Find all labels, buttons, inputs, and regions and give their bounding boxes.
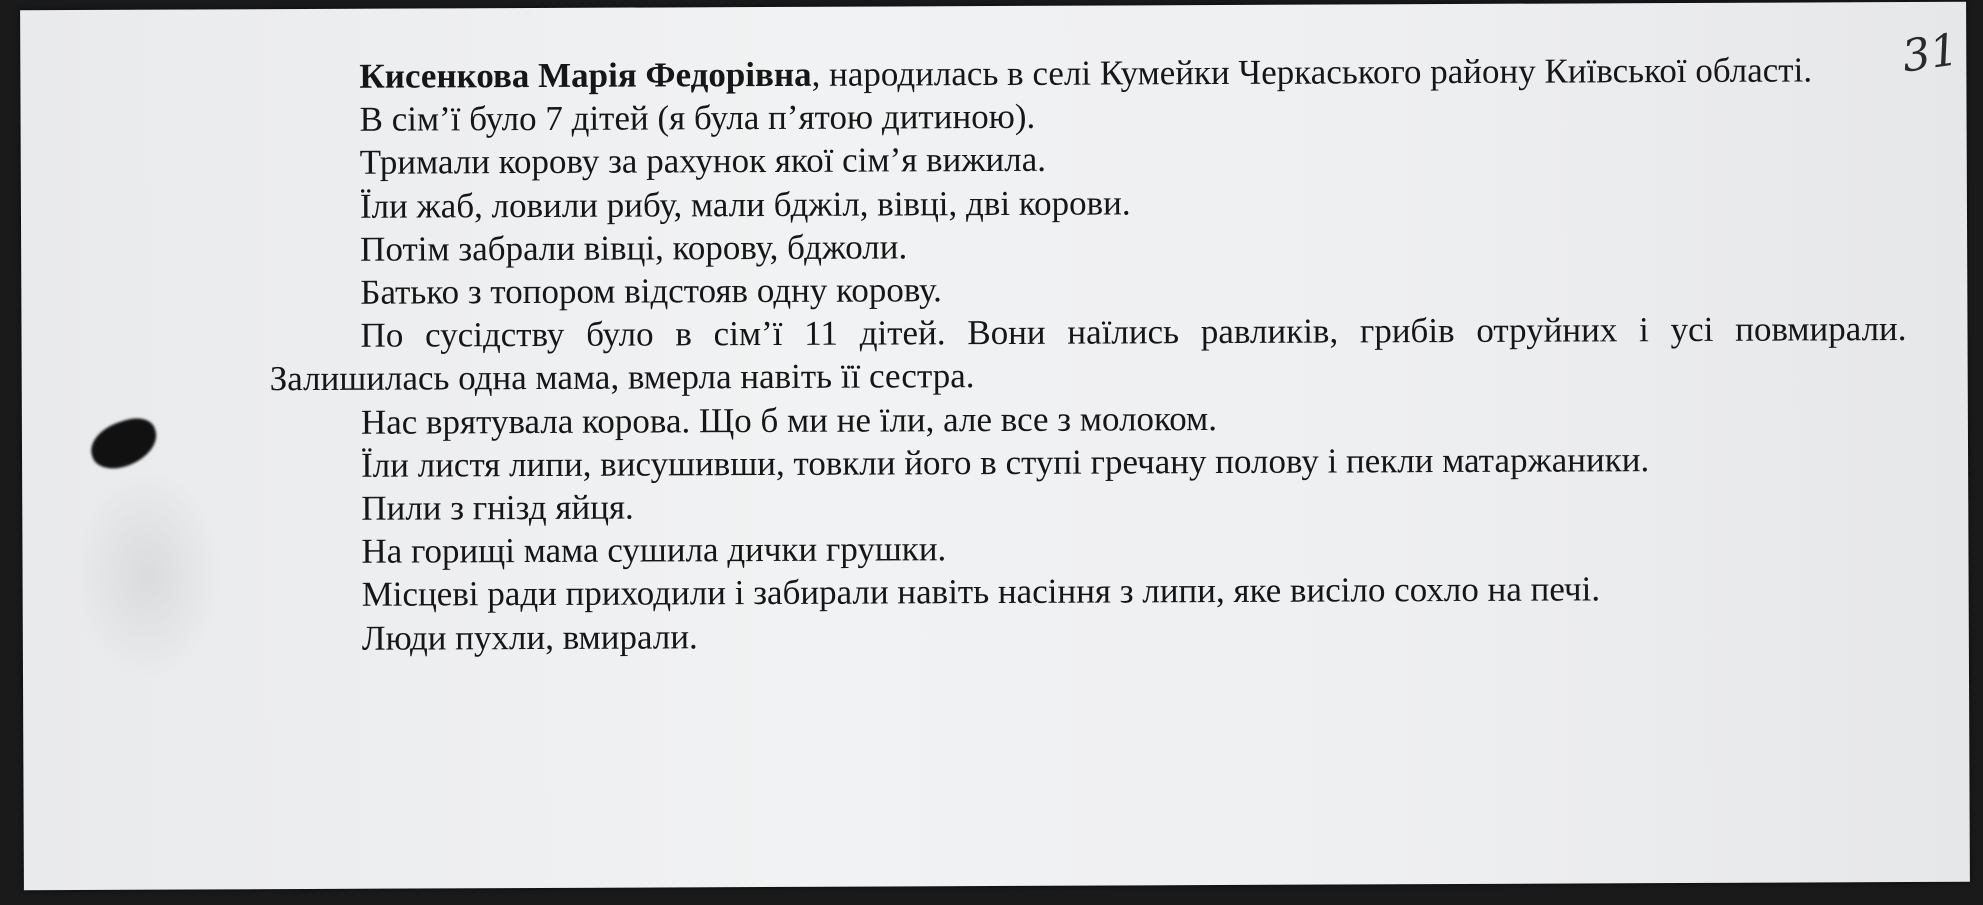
paragraph-intro	[268, 48, 1905, 98]
person-name: Кисенкова Марія Федорівна	[359, 54, 812, 96]
intro-rest: , народилась в селі Кумейки Черкаського району Київської області.	[811, 50, 1813, 94]
paragraph: Нас врятувала корова. Що б ми не їли, але все з молоком.	[360, 398, 1218, 442]
paragraph: Їли жаб, ловили рибу, мали бджіл, вівці, дві корови.	[359, 183, 1131, 226]
paragraph: На горищі мама сушила дички грушки.	[361, 529, 947, 571]
ink-blot	[85, 412, 163, 475]
paragraph: По сусідству було в сім’ї 11 дітей. Вони наїлись равликів, грибів отруйних і усі повмирали. Залишилась одна мама, вмерла навіть її сестра.	[269, 309, 1907, 399]
paragraph: Їли листя липи, висушивши, товкли його в ступі гречану полову і пекли матаржаники.	[360, 439, 1650, 485]
paper-smudge	[72, 469, 223, 680]
document-body	[268, 48, 1908, 660]
paragraph: Пили з гнізд яйця.	[361, 487, 634, 528]
document-page	[20, 2, 1970, 890]
paragraph: Потім забрали вівці, корову, бджоли.	[360, 227, 908, 269]
paragraph: Батько з топором відстояв одну корову.	[360, 270, 942, 312]
paragraph: Люди пухли, вмирали.	[361, 616, 698, 658]
paragraph: Місцеві ради приходили і забирали навіть насіння з липи, яке висіло сохло на печі.	[361, 569, 1601, 615]
paragraph: Тримали корову за рахунок якої сім’я вижила.	[359, 140, 1047, 183]
handwritten-page-number: 31	[1898, 24, 1962, 83]
paragraph: В сім’ї було 7 дітей (я була п’ятою дитиною).	[359, 97, 1036, 139]
